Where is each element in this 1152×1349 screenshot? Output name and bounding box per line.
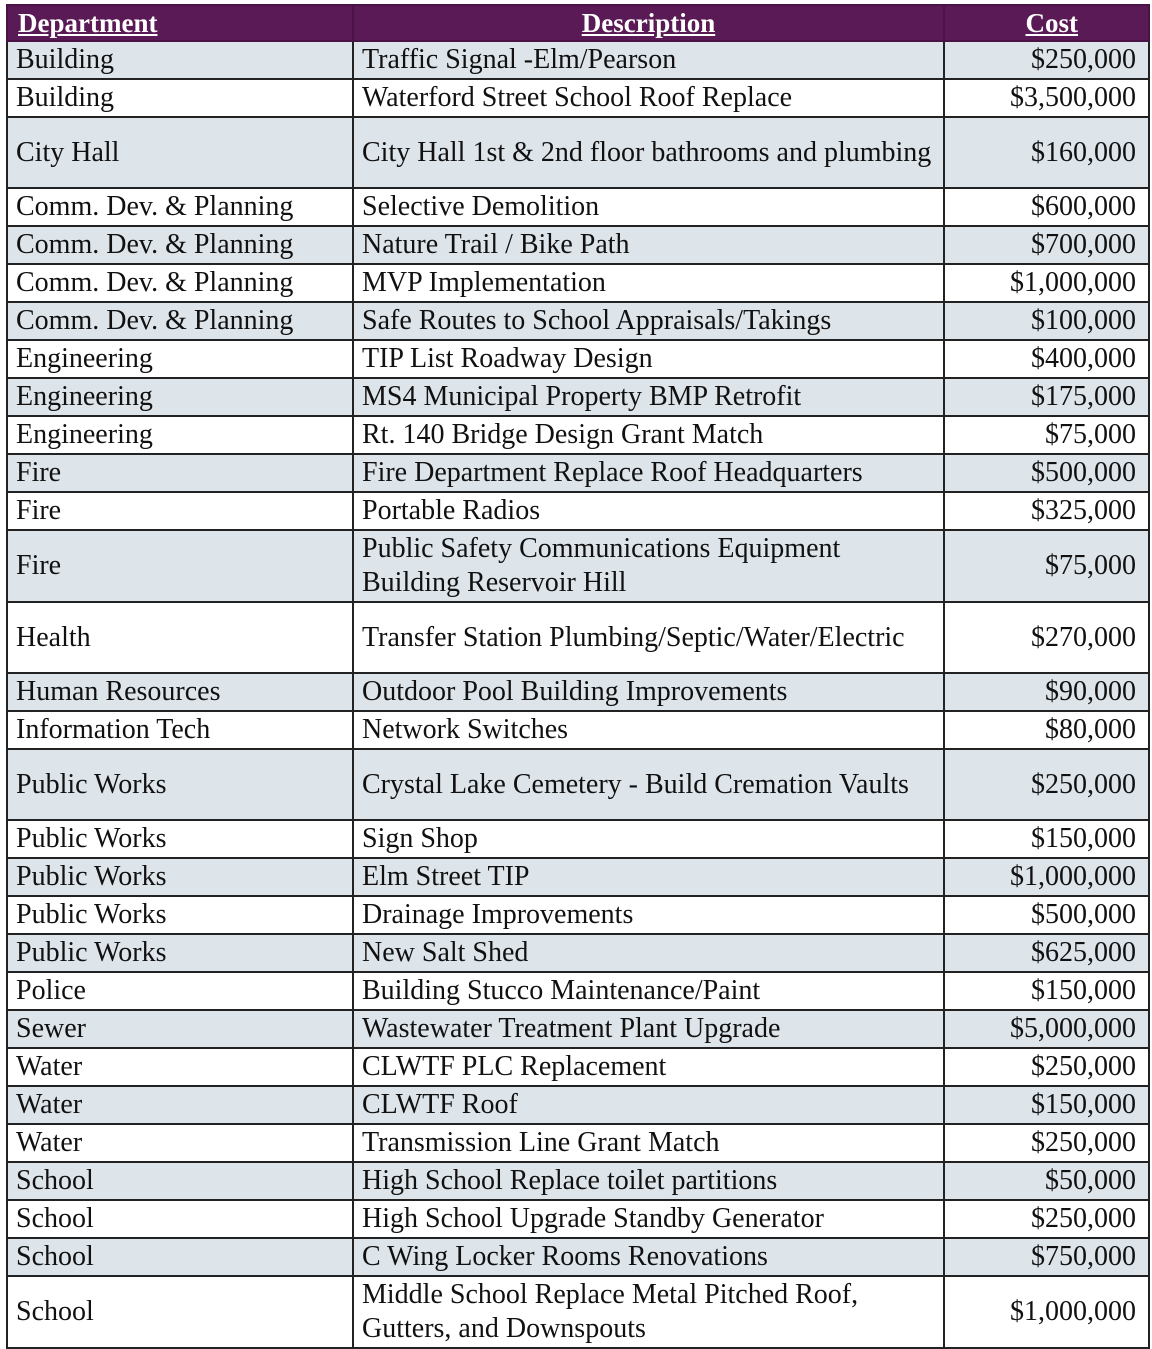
description-cell: New Salt Shed bbox=[353, 934, 944, 972]
cost-cell: $90,000 bbox=[944, 673, 1149, 711]
department-cell: Information Tech bbox=[7, 711, 353, 749]
cost-cell: $750,000 bbox=[944, 1238, 1149, 1276]
table-row bbox=[7, 454, 1149, 492]
table-row bbox=[7, 858, 1149, 896]
department-column-header: Department bbox=[7, 5, 353, 41]
cost-column-header: Cost bbox=[944, 5, 1149, 41]
table-row bbox=[7, 749, 1149, 820]
description-cell: MS4 Municipal Property BMP Retrofit bbox=[353, 378, 944, 416]
description-cell: Nature Trail / Bike Path bbox=[353, 226, 944, 264]
department-cell: School bbox=[7, 1238, 353, 1276]
cost-cell: $250,000 bbox=[944, 41, 1149, 79]
table-row bbox=[7, 1010, 1149, 1048]
description-cell: High School Replace toilet partitions bbox=[353, 1162, 944, 1200]
description-cell: Public Safety Communications Equipment Building Reservoir Hill bbox=[353, 530, 944, 602]
cost-cell: $400,000 bbox=[944, 340, 1149, 378]
cost-cell: $250,000 bbox=[944, 749, 1149, 820]
cost-cell: $500,000 bbox=[944, 454, 1149, 492]
department-cell: Water bbox=[7, 1048, 353, 1086]
description-cell: Traffic Signal -Elm/Pearson bbox=[353, 41, 944, 79]
cost-cell: $250,000 bbox=[944, 1124, 1149, 1162]
cost-cell: $325,000 bbox=[944, 492, 1149, 530]
table-row bbox=[7, 117, 1149, 188]
description-cell: Fire Department Replace Roof Headquarters bbox=[353, 454, 944, 492]
table-row bbox=[7, 378, 1149, 416]
cost-cell: $500,000 bbox=[944, 896, 1149, 934]
cost-cell: $150,000 bbox=[944, 820, 1149, 858]
table-row bbox=[7, 302, 1149, 340]
table-body bbox=[7, 41, 1149, 1348]
department-cell: Police bbox=[7, 972, 353, 1010]
cost-cell: $150,000 bbox=[944, 1086, 1149, 1124]
cost-cell: $50,000 bbox=[944, 1162, 1149, 1200]
description-cell: C Wing Locker Rooms Renovations bbox=[353, 1238, 944, 1276]
department-cell: Sewer bbox=[7, 1010, 353, 1048]
department-cell: Human Resources bbox=[7, 673, 353, 711]
table-row bbox=[7, 1162, 1149, 1200]
cost-cell: $625,000 bbox=[944, 934, 1149, 972]
cost-cell: $100,000 bbox=[944, 302, 1149, 340]
cost-cell: $75,000 bbox=[944, 530, 1149, 602]
cost-cell: $250,000 bbox=[944, 1200, 1149, 1238]
cost-cell: $700,000 bbox=[944, 226, 1149, 264]
description-cell: Waterford Street School Roof Replace bbox=[353, 79, 944, 117]
description-cell: Selective Demolition bbox=[353, 188, 944, 226]
description-cell: Outdoor Pool Building Improvements bbox=[353, 673, 944, 711]
cost-cell: $270,000 bbox=[944, 602, 1149, 673]
department-cell: Public Works bbox=[7, 820, 353, 858]
department-cell: Comm. Dev. & Planning bbox=[7, 226, 353, 264]
department-cell: Health bbox=[7, 602, 353, 673]
department-cell: Fire bbox=[7, 530, 353, 602]
table-row bbox=[7, 711, 1149, 749]
description-cell: Building Stucco Maintenance/Paint bbox=[353, 972, 944, 1010]
department-cell: Public Works bbox=[7, 858, 353, 896]
table-row bbox=[7, 1200, 1149, 1238]
description-cell: Drainage Improvements bbox=[353, 896, 944, 934]
department-cell: Building bbox=[7, 41, 353, 79]
department-cell: Comm. Dev. & Planning bbox=[7, 264, 353, 302]
description-column-header: Description bbox=[353, 5, 944, 41]
department-cell: School bbox=[7, 1200, 353, 1238]
department-cell: Water bbox=[7, 1124, 353, 1162]
table-row bbox=[7, 416, 1149, 454]
description-cell: Safe Routes to School Appraisals/Takings bbox=[353, 302, 944, 340]
cost-cell: $600,000 bbox=[944, 188, 1149, 226]
table-row bbox=[7, 1276, 1149, 1348]
description-cell: Portable Radios bbox=[353, 492, 944, 530]
description-cell: Network Switches bbox=[353, 711, 944, 749]
description-cell: Transmission Line Grant Match bbox=[353, 1124, 944, 1162]
department-cell: School bbox=[7, 1276, 353, 1348]
description-cell: City Hall 1st & 2nd floor bathrooms and plumbing bbox=[353, 117, 944, 188]
cost-cell: $150,000 bbox=[944, 972, 1149, 1010]
description-cell: High School Upgrade Standby Generator bbox=[353, 1200, 944, 1238]
description-cell: Transfer Station Plumbing/Septic/Water/Electric bbox=[353, 602, 944, 673]
department-cell: Water bbox=[7, 1086, 353, 1124]
cost-cell: $1,000,000 bbox=[944, 264, 1149, 302]
table-header bbox=[7, 5, 1149, 41]
capital-projects-table-container bbox=[6, 4, 1148, 1349]
table-row bbox=[7, 530, 1149, 602]
table-row bbox=[7, 1086, 1149, 1124]
table-row bbox=[7, 492, 1149, 530]
table-row bbox=[7, 264, 1149, 302]
cost-cell: $250,000 bbox=[944, 1048, 1149, 1086]
description-cell: CLWTF PLC Replacement bbox=[353, 1048, 944, 1086]
table-row bbox=[7, 602, 1149, 673]
table-row bbox=[7, 820, 1149, 858]
table-row bbox=[7, 1124, 1149, 1162]
department-cell: Fire bbox=[7, 454, 353, 492]
description-cell: Rt. 140 Bridge Design Grant Match bbox=[353, 416, 944, 454]
cost-cell: $1,000,000 bbox=[944, 858, 1149, 896]
description-cell: Middle School Replace Metal Pitched Roof, Gutters, and Downspouts bbox=[353, 1276, 944, 1348]
department-cell: Public Works bbox=[7, 934, 353, 972]
table-row bbox=[7, 188, 1149, 226]
department-cell: City Hall bbox=[7, 117, 353, 188]
table-row bbox=[7, 1048, 1149, 1086]
department-cell: Public Works bbox=[7, 749, 353, 820]
cost-cell: $160,000 bbox=[944, 117, 1149, 188]
capital-projects-table bbox=[6, 4, 1150, 1349]
description-cell: TIP List Roadway Design bbox=[353, 340, 944, 378]
department-cell: School bbox=[7, 1162, 353, 1200]
department-cell: Engineering bbox=[7, 378, 353, 416]
table-row bbox=[7, 972, 1149, 1010]
table-row bbox=[7, 41, 1149, 79]
header-row bbox=[7, 5, 1149, 41]
table-row bbox=[7, 340, 1149, 378]
description-cell: CLWTF Roof bbox=[353, 1086, 944, 1124]
cost-cell: $3,500,000 bbox=[944, 79, 1149, 117]
cost-cell: $75,000 bbox=[944, 416, 1149, 454]
cost-cell: $1,000,000 bbox=[944, 1276, 1149, 1348]
department-cell: Comm. Dev. & Planning bbox=[7, 302, 353, 340]
table-row bbox=[7, 896, 1149, 934]
cost-cell: $5,000,000 bbox=[944, 1010, 1149, 1048]
description-cell: Wastewater Treatment Plant Upgrade bbox=[353, 1010, 944, 1048]
department-cell: Engineering bbox=[7, 340, 353, 378]
department-cell: Comm. Dev. & Planning bbox=[7, 188, 353, 226]
table-row bbox=[7, 226, 1149, 264]
description-cell: Crystal Lake Cemetery - Build Cremation Vaults bbox=[353, 749, 944, 820]
description-cell: Sign Shop bbox=[353, 820, 944, 858]
description-cell: MVP Implementation bbox=[353, 264, 944, 302]
table-row bbox=[7, 673, 1149, 711]
table-row bbox=[7, 79, 1149, 117]
cost-cell: $175,000 bbox=[944, 378, 1149, 416]
department-cell: Building bbox=[7, 79, 353, 117]
department-cell: Public Works bbox=[7, 896, 353, 934]
description-cell: Elm Street TIP bbox=[353, 858, 944, 896]
department-cell: Engineering bbox=[7, 416, 353, 454]
table-row bbox=[7, 1238, 1149, 1276]
cost-cell: $80,000 bbox=[944, 711, 1149, 749]
table-row bbox=[7, 934, 1149, 972]
department-cell: Fire bbox=[7, 492, 353, 530]
